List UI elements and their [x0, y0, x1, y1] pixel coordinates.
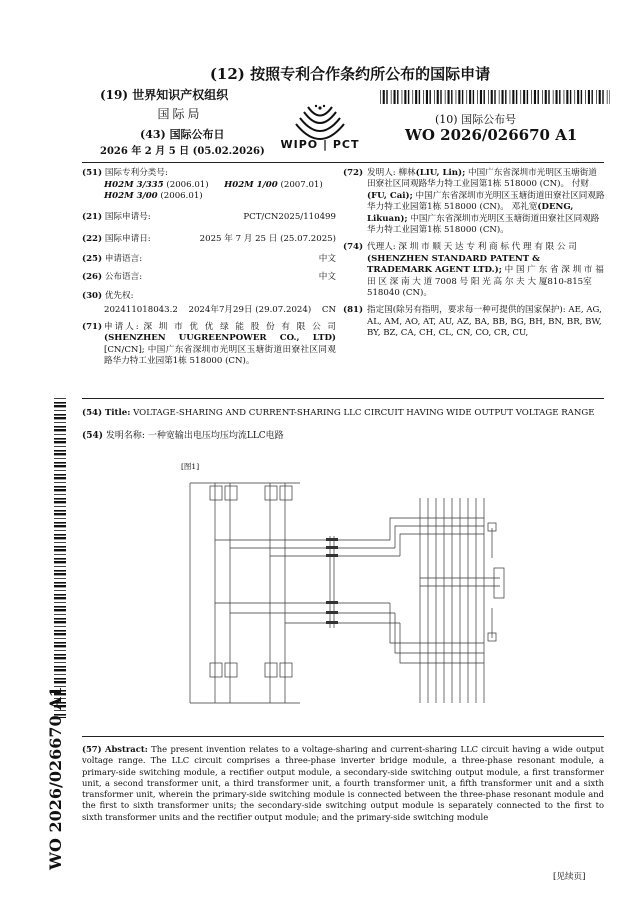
- agent-code: (74): [343, 242, 364, 253]
- side-barcode-bar: [54, 489, 66, 491]
- document-kind-text: 按照专利合作条约所公布的国际申请: [250, 65, 491, 83]
- barcode-bar: [516, 90, 517, 104]
- side-barcode-bar: [54, 530, 66, 531]
- barcode-bar: [542, 90, 543, 104]
- inventor-3-address: 中国广东省深圳市光明区玉塘街道田寮社区同观路华力特工业园第1栋 518000 (CN)。: [367, 213, 600, 236]
- side-barcode-bar: [54, 510, 66, 512]
- barcode-bar: [458, 90, 460, 104]
- barcode-bar: [426, 90, 428, 104]
- publication-language-code: (26): [82, 272, 103, 282]
- side-barcode-icon: [54, 398, 66, 718]
- side-barcode-bar: [54, 662, 66, 663]
- side-barcode-bar: [54, 458, 66, 459]
- title-en-label: Title:: [104, 408, 131, 418]
- side-barcode-bar: [54, 513, 66, 515]
- barcode-bar: [545, 90, 547, 104]
- continued-marker: [见续页]: [553, 872, 586, 882]
- barcode-bar: [599, 90, 601, 104]
- applicant-text: [104, 322, 336, 368]
- title-en-code: (54): [82, 408, 103, 418]
- side-barcode-bar: [54, 645, 66, 647]
- barcode-bar: [437, 90, 439, 104]
- side-barcode-bar: [54, 417, 66, 419]
- inventor-label: 发明人:: [367, 168, 396, 178]
- inventor-2-address: 中国广东省深圳市光明区玉塘街道田寮社区同观路华力特工业园第1栋 518000 (CN)。: [367, 190, 605, 213]
- ipc-label: 国际专利分类号:: [104, 168, 168, 178]
- side-barcode-bar: [54, 518, 66, 519]
- biblio-divider: [82, 398, 604, 399]
- side-barcode-bar: [54, 618, 66, 620]
- side-barcode-bar: [54, 441, 66, 443]
- designated-states-text: [367, 305, 605, 339]
- publication-number-label: [435, 111, 516, 127]
- ipc-class-3-date: (2006.01): [160, 191, 203, 201]
- inventor-2-en: (FU, Cai);: [367, 190, 413, 201]
- barcode-bar: [585, 90, 586, 104]
- ipc-class-1: H02M 3/335: [104, 179, 164, 190]
- barcode-bar: [404, 90, 406, 104]
- side-barcode-bar: [54, 450, 66, 452]
- side-barcode-bar: [54, 537, 66, 539]
- side-barcode-bar: [54, 398, 66, 399]
- side-barcode-bar: [54, 582, 66, 584]
- side-barcode-bar: [54, 630, 66, 632]
- barcode-bar: [520, 90, 521, 104]
- barcode-bar: [574, 90, 575, 104]
- barcode-bar: [494, 90, 495, 104]
- agent-field: [343, 242, 605, 299]
- barcode-bar: [415, 90, 417, 104]
- barcode-bar: [534, 90, 536, 104]
- applicant-address: [CN/CN]; 中国广东省深圳市光明区玉塘街道田寮社区同观路华力特工业园第1栋 518000 (CN)。: [104, 344, 336, 367]
- side-barcode-bar: [54, 638, 66, 639]
- side-barcode-bar: [54, 681, 66, 683]
- barcode-bar: [588, 90, 590, 104]
- side-barcode-bar: [54, 482, 66, 483]
- inventor-1-cn: 柳林: [398, 168, 416, 178]
- org-code: (19): [100, 88, 129, 102]
- side-barcode-bar: [54, 597, 66, 599]
- title-cn-text: 一种宽输出电压均压均流LLC电路: [147, 431, 284, 441]
- barcode-bar: [423, 90, 424, 104]
- side-barcode-bar: [54, 558, 66, 560]
- barcode-bar: [548, 90, 549, 104]
- publication-language-label: 公布语言:: [104, 272, 143, 282]
- filing-language-code: (25): [82, 254, 103, 264]
- designated-states-label: 指定国(除另有指明，要求每一种可提供的国家保护):: [367, 305, 566, 316]
- priority-field: [82, 291, 336, 302]
- appno-label: 国际申请号:: [104, 212, 151, 222]
- barcode-bar: [462, 90, 463, 104]
- side-barcode-bar: [54, 462, 66, 464]
- figure-divider: [82, 736, 604, 737]
- barcode-bar: [469, 90, 471, 104]
- filing-label: 国际申请日:: [104, 234, 151, 244]
- side-barcode-bar: [54, 453, 66, 455]
- title-cn-label: 发明名称:: [105, 431, 145, 441]
- barcode-bar: [556, 90, 558, 104]
- side-barcode-bar: [54, 546, 66, 548]
- ipc-class-1-date: (2006.01): [166, 179, 209, 190]
- barcode-bar: [570, 90, 571, 104]
- barcode-bar: [553, 90, 554, 104]
- side-barcode-bar: [54, 465, 66, 467]
- agent-name-en: (SHENZHEN STANDARD PATENT & TRADEMARK AGENT LTD.);: [367, 253, 540, 276]
- barcode-bar: [484, 90, 485, 104]
- barcode-bar: [491, 90, 493, 104]
- abstract: [82, 744, 604, 823]
- applicant-code: (71): [82, 322, 103, 332]
- barcode-bar: [566, 90, 568, 104]
- designated-states-field: [343, 305, 605, 339]
- designated-states-list: AE, AG, AL, AM, AO, AT, AU, AZ, BA, BB, BG, BH, BN, BR, BW, BY, BZ, CA, CH, CL, CN, CO, CR, CU,: [367, 305, 602, 339]
- barcode-bar: [391, 90, 392, 104]
- side-barcode-bar: [54, 678, 66, 680]
- inventor-3-en: (DENG, Likuan);: [367, 202, 574, 224]
- ipc-code: (51): [82, 168, 103, 178]
- side-barcode-bar: [54, 554, 66, 555]
- side-barcode-bar: [54, 573, 66, 575]
- agent-label: 代理人:: [367, 242, 396, 253]
- side-barcode-bar: [54, 501, 66, 503]
- side-barcode-bar: [54, 633, 66, 635]
- barcode-bar: [412, 90, 413, 104]
- document-kind: [150, 63, 550, 84]
- title-chinese: [82, 428, 604, 441]
- barcode-bar: [456, 90, 457, 104]
- header-divider: [82, 162, 604, 163]
- side-barcode-bar: [54, 642, 66, 644]
- publication-date: 2026 年 2 月 5 日 (05.02.2026): [100, 146, 265, 157]
- org-sub: 国际局: [157, 107, 203, 121]
- publication-date-label: [140, 126, 225, 142]
- barcode-bar: [505, 90, 506, 104]
- barcode-bar: [440, 90, 441, 104]
- barcode-bar: [386, 90, 387, 104]
- title-english: [82, 408, 604, 418]
- side-barcode-bar: [54, 414, 66, 416]
- barcode-bar: [502, 90, 504, 104]
- publication-language: 中文: [318, 272, 336, 282]
- barcode-bar: [430, 90, 431, 104]
- pubno-label-text: 国际公布号: [461, 113, 517, 126]
- side-barcode-bar: [54, 410, 66, 411]
- filing-date: 2025 年 7 月 25 日 (25.07.2025): [199, 234, 336, 244]
- pubdate-code: (43): [140, 128, 166, 141]
- priority-date: 2024年7月29日 (29.07.2024): [188, 305, 312, 315]
- barcode-bar: [408, 90, 409, 104]
- figure-label: [图1]: [181, 462, 200, 471]
- barcode-bar: [451, 90, 452, 104]
- side-barcode-bar: [54, 494, 66, 495]
- appno-code: (21): [82, 212, 103, 222]
- side-barcode-bar: [54, 486, 66, 488]
- agent-name-cn: 深 圳 市 顺 天 达 专 利 商 标 代 理 有 限 公 司: [398, 242, 577, 253]
- side-publication-number-text: WO 2026/026670 A1: [46, 686, 65, 870]
- agent-address: 中 国 广 东 省 深 圳 市 福 田 区 深 南 大 道 7008 号 阳 光 高 尔 夫 大 厦810-815室 518040 (CN)。: [367, 265, 604, 299]
- side-barcode-bar: [54, 426, 66, 428]
- side-publication-number: [46, 686, 76, 870]
- barcode-bar: [564, 90, 565, 104]
- wipo-pct-logo-text: WIPO | PCT: [280, 138, 360, 151]
- filing-language: 中文: [318, 254, 336, 264]
- ipc-row-2: [104, 191, 336, 202]
- barcode-bar: [510, 90, 511, 104]
- barcode-icon: [380, 90, 610, 104]
- side-barcode-bar: [54, 405, 66, 407]
- side-barcode-bar: [54, 590, 66, 591]
- barcode-bar: [445, 90, 446, 104]
- side-barcode-bar: [54, 650, 66, 651]
- applicant-field: [82, 322, 336, 368]
- side-barcode-bar: [54, 570, 66, 572]
- side-barcode-bar: [54, 434, 66, 435]
- side-barcode-bar: [54, 585, 66, 587]
- org-name: 世界知识产权组织: [132, 88, 229, 102]
- side-barcode-bar: [54, 606, 66, 608]
- side-barcode-bar: [54, 498, 66, 500]
- abstract-label: Abstract:: [104, 744, 148, 754]
- applicant-name-cn: 深 圳 市 优 优 绿 能 股 份 有 限 公 司: [143, 322, 337, 332]
- inventor-3-cn: 邓礼宽: [511, 202, 538, 213]
- barcode-bar: [419, 90, 420, 104]
- barcode-bar: [380, 90, 381, 104]
- abstract-code: (57): [82, 744, 102, 754]
- filing-language-field: [82, 254, 336, 265]
- barcode-bar: [383, 90, 385, 104]
- inventor-1-en: (LIU, Lin);: [415, 168, 466, 178]
- side-barcode-bar: [54, 549, 66, 551]
- side-barcode-bar: [54, 422, 66, 423]
- designated-states-code: (81): [343, 305, 364, 316]
- ipc-class-2: H02M 1/00: [224, 179, 278, 190]
- publication-language-field: [82, 272, 336, 283]
- barcode-bar: [527, 90, 528, 104]
- side-barcode-bar: [54, 438, 66, 440]
- side-barcode-bar: [54, 525, 66, 527]
- application-number: PCT/CN2025/110499: [243, 212, 336, 222]
- barcode-bar: [488, 90, 489, 104]
- priority-number: 202411018043.2: [104, 305, 178, 315]
- barcode-bar: [394, 90, 396, 104]
- barcode-bar: [592, 90, 593, 104]
- inventor-code: (72): [343, 168, 364, 178]
- barcode-bar: [434, 90, 435, 104]
- side-barcode-bar: [54, 657, 66, 659]
- barcode-bar: [607, 90, 608, 104]
- side-barcode-bar: [54, 506, 66, 507]
- barcode-bar: [531, 90, 532, 104]
- inventors-text: [367, 168, 605, 236]
- side-barcode-bar: [54, 561, 66, 563]
- side-barcode-bar: [54, 402, 66, 404]
- circuit-diagram: [180, 468, 510, 718]
- filing-language-label: 申请语言:: [104, 254, 143, 264]
- document-kind-code: (12): [209, 65, 245, 83]
- side-barcode-bar: [54, 477, 66, 479]
- ipc-class-2-date: (2007.01): [280, 179, 323, 190]
- side-barcode-bar: [54, 674, 66, 675]
- barcode-bar: [402, 90, 403, 104]
- ipc-row-1: [104, 180, 336, 191]
- barcode-bar: [466, 90, 467, 104]
- inventors-field: [343, 168, 605, 236]
- barcode-bar: [581, 90, 582, 104]
- priority-row: [104, 305, 336, 316]
- applicant-label: 申请人:: [104, 322, 139, 332]
- side-barcode-bar: [54, 542, 66, 543]
- barcode-bar: [559, 90, 560, 104]
- side-barcode-bar: [54, 602, 66, 603]
- side-barcode-bar: [54, 614, 66, 615]
- title-en-text: VOLTAGE-SHARING AND CURRENT-SHARING LLC CIRCUIT HAVING WIDE OUTPUT VOLTAGE RANGE: [133, 408, 595, 418]
- barcode-bar: [577, 90, 579, 104]
- filing-date-field: [82, 234, 336, 245]
- side-barcode-bar: [54, 429, 66, 431]
- filing-code: (22): [82, 234, 103, 244]
- barcode-bar: [448, 90, 450, 104]
- barcode-bar: [523, 90, 525, 104]
- priority-code: (30): [82, 291, 103, 301]
- side-barcode-bar: [54, 666, 66, 668]
- application-number-field: [82, 212, 336, 223]
- side-barcode-bar: [54, 594, 66, 596]
- ipc-field: [82, 168, 336, 179]
- applicant-name-en: (SHENZHEN UUGREENPOWER CO., LTD): [104, 333, 336, 344]
- publication-number: WO 2026/026670 A1: [405, 126, 578, 144]
- side-barcode-bar: [54, 578, 66, 579]
- side-barcode-bar: [54, 534, 66, 536]
- barcode-bar: [512, 90, 514, 104]
- side-barcode-bar: [54, 609, 66, 611]
- ipc-class-3: H02M 3/00: [104, 191, 158, 201]
- barcode-bar: [499, 90, 500, 104]
- barcode-bar: [480, 90, 482, 104]
- pubno-code: (10): [435, 113, 458, 126]
- side-barcode-bar: [54, 474, 66, 476]
- side-barcode-bar: [54, 654, 66, 656]
- abstract-text: The present invention relates to a voltage-sharing and current-sharing LLC circuit having a wide output voltage range. The LLC circuit comprises a three-phase inverter bridge module, a three-phase resonant module, a primary-side switching module, a rectifier output module, a secondary-side switching output module, a first transformer unit, a second transformer unit, a third transformer unit, a fourth transformer unit, a fifth transformer unit and a sixth transformer unit, wherein the primary-side switching module is connected between the three-phase resonant module and the first to sixth transformer units; the secondary-side switching output module is separately connected to the first to sixth transformer units and the rectifier output module; and the primary-side switching module: [82, 744, 604, 822]
- barcode-bar: [477, 90, 478, 104]
- side-barcode-bar: [54, 626, 66, 627]
- title-cn-code: (54): [82, 431, 104, 441]
- barcode-bar: [602, 90, 603, 104]
- priority-country: CN: [321, 305, 336, 315]
- side-barcode-bar: [54, 566, 66, 567]
- side-barcode-bar: [54, 522, 66, 524]
- barcode-bar: [473, 90, 474, 104]
- side-barcode-bar: [54, 669, 66, 671]
- agent-text: [367, 242, 605, 299]
- barcode-bar: [538, 90, 539, 104]
- priority-label: 优先权:: [104, 291, 134, 301]
- pubdate-label: 国际公布日: [169, 128, 225, 141]
- right-column: [343, 168, 605, 340]
- barcode-bar: [397, 90, 398, 104]
- side-barcode-bar: [54, 621, 66, 623]
- side-barcode-bar: [54, 470, 66, 471]
- inventor-2-cn: 付财: [571, 179, 589, 190]
- side-barcode-bar: [54, 446, 66, 447]
- barcode-bar: [610, 90, 611, 104]
- inventor-1-address: 中国广东省深圳市光明区玉塘街道田寮社区同观路华力特工业园第1栋 518000 (CN)。: [367, 168, 597, 190]
- organization: [100, 86, 260, 122]
- barcode-bar: [596, 90, 597, 104]
